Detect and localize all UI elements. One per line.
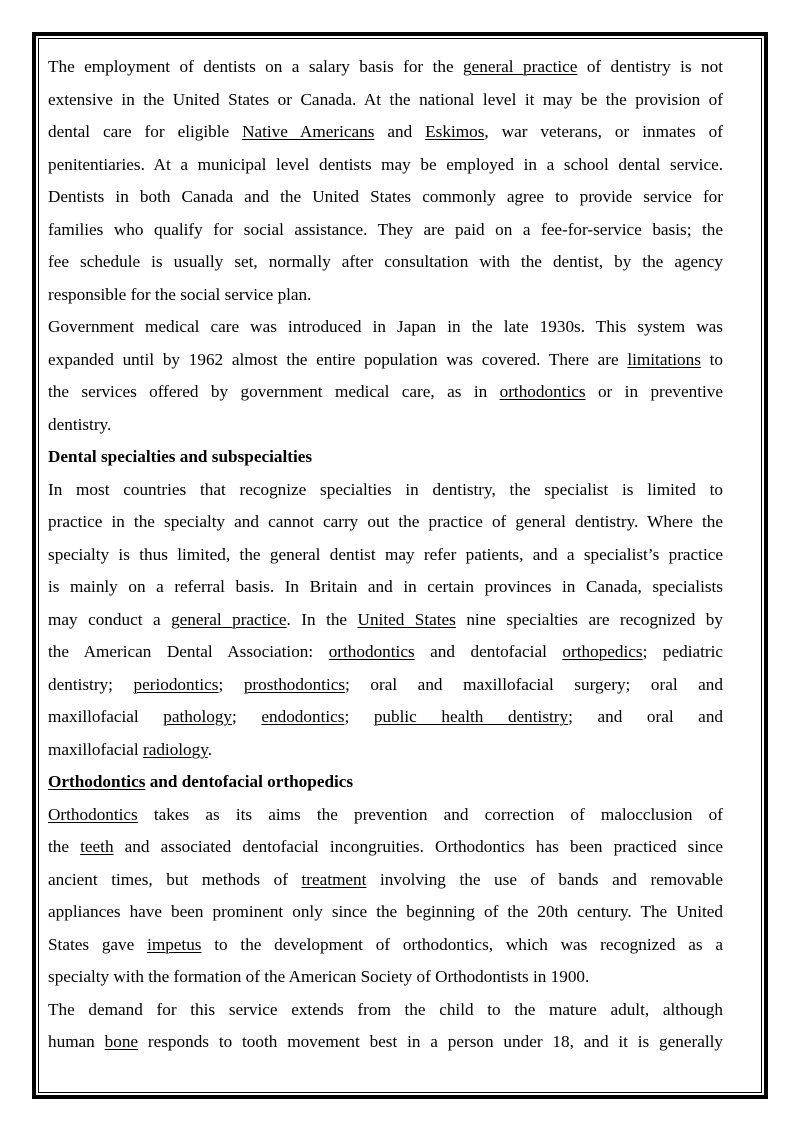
text-line [48, 539, 723, 572]
text-line [48, 51, 723, 84]
section-heading [48, 441, 723, 474]
text-run: responds to tooth movement best in a person under 18, and it is generally [138, 1032, 723, 1051]
text-run: or in preventive [585, 382, 723, 401]
text-line [48, 896, 723, 929]
text-run: ; and oral and [568, 707, 724, 726]
text-run: ; oral and maxillofacial surgery; oral and [345, 674, 723, 694]
hyperlink[interactable]: general practice [171, 609, 287, 629]
text-run: expanded until by 1962 almost the entire population was covered. There are [48, 349, 628, 369]
text-run: to [700, 349, 723, 369]
text-run: the [48, 837, 81, 856]
hyperlink[interactable]: orthopedics [562, 642, 643, 661]
hyperlink[interactable]: orthodontics [499, 382, 586, 401]
text-line [48, 734, 723, 767]
text-run: fee schedule is usually set, normally after consultation with the dentist, by the agency [48, 252, 723, 271]
text-run: and associated dentofacial incongruities. Orthodontics has been practiced since [113, 837, 723, 856]
text-run: families who qualify for social assistance. They are paid on a fee-for-service basis; the [48, 219, 723, 239]
text-line [48, 604, 723, 637]
text-line [48, 929, 723, 962]
text-run: extensive in the United States or Canada. At the national level it may be the provision of [48, 89, 723, 109]
hyperlink[interactable]: teeth [80, 837, 114, 856]
text-line [48, 1026, 723, 1059]
hyperlink[interactable]: impetus [147, 934, 202, 954]
text-run: responsible for the social service plan. [48, 284, 312, 304]
text-run: ; [344, 707, 374, 726]
text-line [48, 409, 723, 442]
paragraph [48, 994, 723, 1059]
hyperlink[interactable]: orthodontics [328, 642, 415, 661]
paragraph [48, 51, 723, 311]
section-heading [48, 766, 723, 799]
text-run: Government medical care was introduced in Japan in the late 1930s. This system was [48, 317, 723, 336]
hyperlink[interactable]: radiology [142, 739, 208, 759]
text-line [48, 279, 723, 312]
text-line [48, 571, 723, 604]
text-run: dentistry. [48, 414, 112, 434]
text-line [48, 864, 723, 897]
text-run: and dentofacial orthopedics [145, 772, 354, 791]
text-run: ; [232, 707, 262, 726]
text-line [48, 474, 723, 507]
text-line [48, 311, 723, 344]
text-line [48, 799, 723, 832]
hyperlink[interactable]: endodontics [261, 707, 345, 726]
hyperlink[interactable]: Orthodontics [48, 804, 138, 824]
text-line [48, 246, 723, 279]
text-line [48, 831, 723, 864]
text-line [48, 84, 723, 117]
text-line [48, 766, 723, 799]
text-line [48, 669, 723, 702]
text-run: takes as its aims the prevention and correction of malocclusion of [137, 804, 723, 824]
text-run: of dentistry is not [577, 57, 723, 76]
hyperlink[interactable]: Orthodontics [48, 772, 146, 791]
text-run: ancient times, but methods of [48, 869, 302, 889]
hyperlink[interactable]: Eskimos [425, 122, 485, 141]
text-run: and [374, 122, 426, 141]
text-line [48, 376, 723, 409]
text-run: Dentists in both Canada and the United States commonly agree to provide service for [48, 187, 723, 206]
text-run: involving the use of bands and removable [366, 869, 723, 889]
text-run: States gave [48, 934, 148, 954]
text-run: specialty is thus limited, the general dentist may refer patients, and a specialist’s practice [48, 544, 723, 564]
text-run: ; [218, 674, 244, 694]
text-run: practice in the specialty and cannot carry out the practice of general dentistry. Where the [48, 512, 723, 531]
hyperlink[interactable]: general practice [463, 57, 578, 76]
text-run: In most countries that recognize specialties in dentistry, the specialist is limited to [48, 479, 723, 499]
hyperlink[interactable]: pathology [163, 707, 233, 726]
text-run: appliances have been prominent only since the beginning of the 20th century. The United [48, 902, 723, 921]
text-line [48, 961, 723, 994]
paragraph [48, 799, 723, 994]
text-line [48, 636, 723, 669]
text-line [48, 181, 723, 214]
text-line [48, 506, 723, 539]
hyperlink[interactable]: treatment [301, 869, 367, 889]
text-run: to the development of orthodontics, which was recognized as a [201, 934, 723, 954]
text-run: nine specialties are recognized by [455, 609, 723, 629]
text-run: The employment of dentists on a salary basis for the [48, 57, 463, 76]
text-run: the services offered by government medical care, as in [48, 382, 500, 401]
text-run: the American Dental Association: [48, 642, 329, 661]
hyperlink[interactable]: bone [104, 1032, 139, 1051]
text-line [48, 701, 723, 734]
text-run: . [207, 739, 213, 759]
text-run: ; pediatric [642, 642, 723, 661]
text-line [48, 214, 723, 247]
text-line [48, 116, 723, 149]
text-line [48, 994, 723, 1027]
hyperlink[interactable]: periodontics [133, 674, 219, 694]
text-line [48, 149, 723, 182]
hyperlink[interactable]: limitations [627, 349, 701, 369]
hyperlink[interactable]: prosthodontics [243, 674, 346, 694]
text-run: The demand for this service extends from the child to the mature adult, although [48, 999, 723, 1019]
text-run: and dentofacial [414, 642, 563, 661]
paragraph [48, 474, 723, 767]
hyperlink[interactable]: United States [357, 609, 456, 629]
text-line [48, 344, 723, 377]
text-line [48, 441, 723, 474]
text-run: . In the [286, 609, 358, 629]
text-run: , war veterans, or inmates of [484, 122, 723, 141]
text-run: specialty with the formation of the American Society of Orthodontists in 1900. [48, 967, 590, 986]
paragraph [48, 311, 723, 441]
text-run: maxillofacial [48, 739, 143, 759]
text-run: penitentiaries. At a municipal level dentists may be employed in a school dental service. [48, 154, 723, 174]
document-body [48, 51, 723, 1059]
text-run: Dental specialties and subspecialties [48, 447, 313, 466]
text-run: dentistry; [48, 674, 134, 694]
text-run: dental care for eligible [48, 122, 243, 141]
text-run: human [48, 1032, 105, 1051]
text-run: may conduct a [48, 609, 172, 629]
text-run: maxillofacial [48, 707, 164, 726]
text-run: is mainly on a referral basis. In Britain and in certain provinces in Canada, specialists [48, 577, 723, 596]
hyperlink[interactable]: public health dentistry [373, 707, 569, 726]
hyperlink[interactable]: Native Americans [242, 122, 375, 141]
